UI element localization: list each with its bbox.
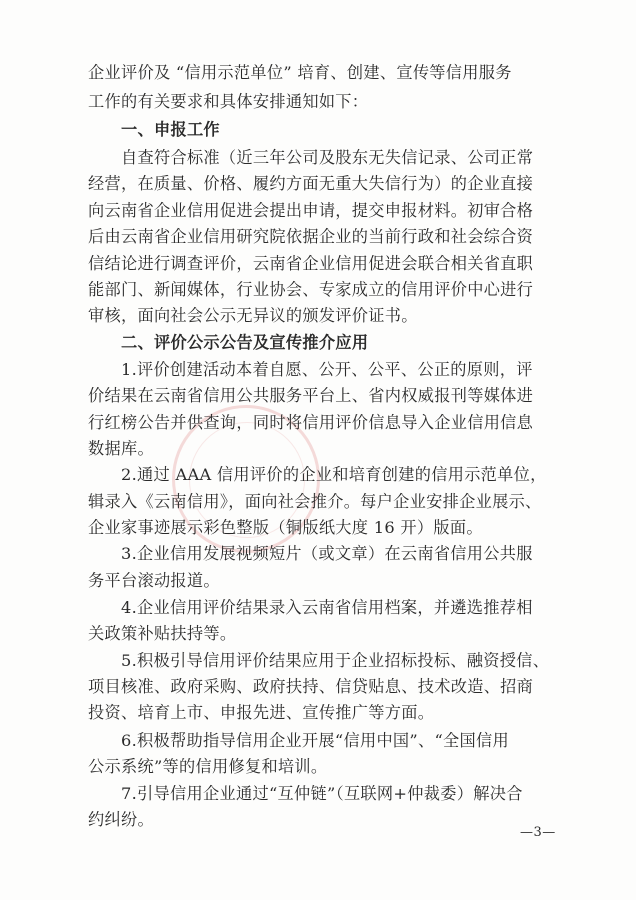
body-line: 关政策补贴扶持等。: [88, 624, 237, 643]
body-line: 1.评价创建活动本着自愿、公开、公平、公正的原则，评: [121, 360, 533, 379]
body-line: 信结论进行调查评价，云南省企业信用促进会联合相关省直职: [88, 254, 534, 273]
body-line: 5.积极引导信用评价结果应用于企业招标投标、融资授信、: [121, 651, 550, 670]
body-line: 数据库。: [88, 439, 154, 458]
body-line: 公示系统”等的信用修复和培训。: [88, 757, 328, 776]
body-line: 能部门、新闻媒体，行业协会、专家成立的信用评价中心进行: [88, 280, 534, 299]
body-line: 价结果在云南省信用公共服务平台上、省内权威报刊等媒体进: [88, 386, 534, 405]
body-line: 项目核准、政府采购、政府扶持、信贷贴息、技术改造、招商: [88, 677, 534, 696]
body-line: 经营，在质量、价格、履约方面无重大失信行为）的企业直接: [88, 174, 534, 193]
body-line: 行红榜公告并供查询，同时将信用评价信息导入企业信用信息: [88, 413, 534, 432]
body-line: 2.通过 AAA 信用评价的企业和培育创建的信用示范单位，: [121, 465, 547, 484]
section-heading-evaluation: 二、评价公示公告及宣传推介应用: [121, 333, 369, 352]
body-line: 务平台滚动报道。: [88, 571, 220, 590]
section-heading-application: 一、申报工作: [121, 120, 220, 139]
body-line: 6.积极帮助指导信用企业开展“信用中国”、“全国信用: [121, 731, 510, 750]
page-number: —3—: [520, 825, 556, 840]
body-line: 企业家事迹展示彩色整版（铜版纸大度 16 开）版面。: [88, 518, 483, 537]
body-line: 工作的有关要求和具体安排通知如下：: [88, 92, 369, 111]
body-line: 后由云南省企业信用研究院依据企业的当前行政和社会综合资: [88, 227, 534, 246]
body-line: 4.企业信用评价结果录入云南省信用档案，并遴选推荐相: [121, 598, 533, 617]
body-line: 辑录入《云南信用》，面向社会推介。每户企业安排企业展示、: [88, 492, 542, 511]
body-line: 自查符合标准（近三年公司及股东无失信记录、公司正常: [121, 148, 534, 167]
body-line: 投资、培育上市、申报先进、宣传推广等方面。: [88, 703, 435, 722]
body-line: 向云南省企业信用促进会提出申请，提交申报材料。初审合格: [88, 201, 534, 220]
body-line: 审核，面向社会公示无异议的颁发评价证书。: [88, 306, 418, 325]
body-line: 企业评价及 “信用示范单位” 培育、创建、宣传等信用服务: [88, 63, 512, 82]
body-line: 7.引导信用企业通过“互仲链”（互联网+仲裁委）解决合: [121, 784, 523, 803]
body-line: 约纠纷。: [88, 810, 154, 829]
body-line: 3.企业信用发展视频短片（或文章）在云南省信用公共服: [121, 544, 533, 563]
